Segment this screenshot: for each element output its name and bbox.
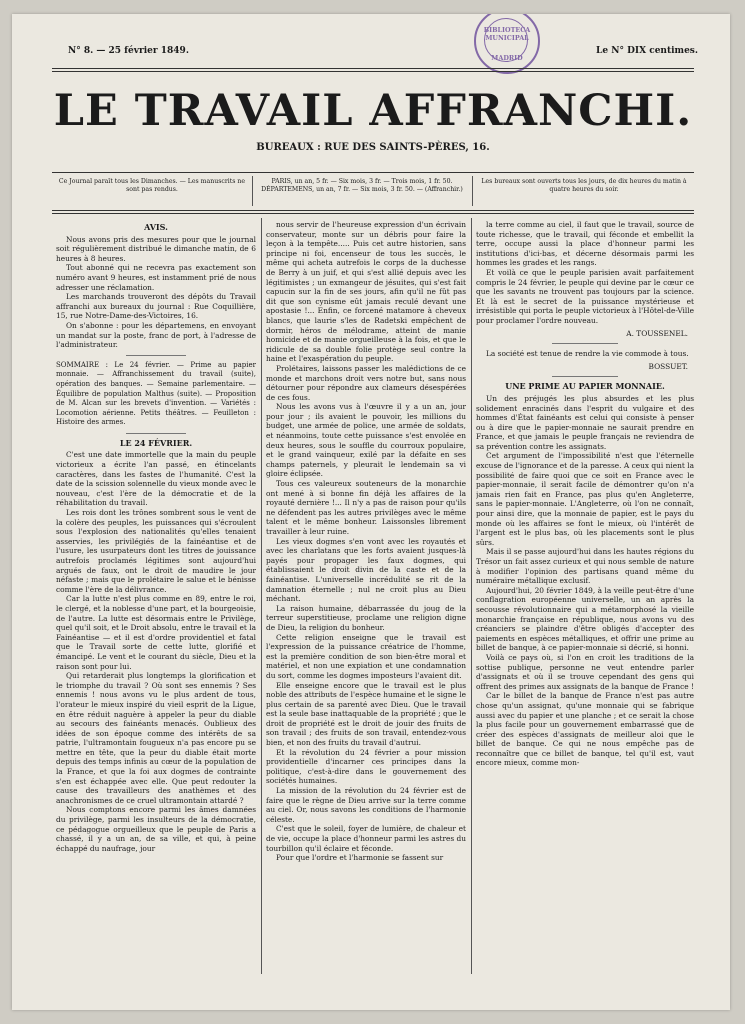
article-paragraph: la terre comme au ciel, il faut que le travail, source de toute richesse, que le travail, qui féconde et embellit la terre, occupe aussi la place d'honneur parmi les institutions d'ici-bas, et décerne désormais parmi les hommes les grades et les rangs. (476, 220, 694, 268)
article-paragraph: La raison humaine, débarrassée du joug de la terreur superstitieuse, proclame une religion digne de Dieu, la religion du bonheur. (266, 603, 466, 632)
info-rule-2 (52, 213, 694, 214)
article-paragraph: Qui retarderait plus longtemps la glorification et le triomphe du travail ? Où sont ses ennemis ? Ses ennemis ! nous avons vu le plus ardent de tous, l'orateur le mieux inspiré du vieil esprit de la Ligue, en être réduit naguère à appeler la peur du diable au secours des fainéants menacés. Oublieux des idées de son époque comme des intérêts de sa patrie, l'ultramontain fougueux n'a pas encore pu se mettre en tête, que la peur du diable était morte depuis des temps infinis au cœur de la population de la France, et que la foi aux dogmes de contrainte s'en est échappée avec elle. Que peut redouter la cause des travailleurs des anathèmes et des anachronismes de ce cruel ultramontain attardé ? (56, 671, 256, 805)
article-paragraph: Pour que l'ordre et l'harmonie se fassent sur (276, 853, 444, 863)
avis-paragraph: Nous avons pris des mesures pour que le journal soit régulièrement distribué le dimanche matin, de 6 heures à 8 heures. (56, 234, 256, 263)
info-subscription: PARIS, un an, 5 fr. — Six mois, 3 fr. — Trois mois, 1 fr. 50. DÉPARTEMENS, un an, 7 fr. — Six mois, 3 fr. 50. — (Affranchir.) (261, 178, 463, 193)
article-paragraph: Elle enseigne encore que le travail est le plus noble des attributs de l'espèce humaine et le signe le plus certain de sa parenté avec Dieu. Que le travail est la seule base inattaquable de la propriété ; que le droit de propriété est le droit de jouir des fruits de son travail ; des fruits de son travail, entendez-vous bien, et non des fruits du travail d'autrui. (266, 680, 466, 748)
newspaper-page (12, 14, 730, 1010)
article-paragraph: Aujourd'hui, 20 février 1849, à la veille peut-être d'une conflagration européenne universelle, un an après la secousse révolutionnaire qui a métamorphosé la vieille monarchie française en république, nous avons vu des créanciers se plaindre d'être obligés d'accepter des paiements en espèces métalliques, et offrir une prime au billet de banque, à ce papier-monnaie si décrié, si honni. (476, 585, 694, 653)
issue-header (68, 46, 698, 60)
column-rule (471, 218, 472, 974)
avis-paragraph: On s'abonne : pour les départemens, en envoyant un mandat sur la poste, franc de port, à l'adresse de l'administrateur. (56, 320, 256, 350)
stamp-text-bottom: MADRID (491, 54, 523, 62)
article-paragraph: Et voilà ce que le peuple parisien avait parfaitement compris le 24 février, le peuple qui devine par le cœur ce que les savants ne trouvent pas toujours par la science. Et là est le secret de la puissance mystérieuse et irrésistible qui porta le peuple victorieux à l'Hôtel-de-Ville pour proclamer l'ordre nouveau. (476, 267, 694, 325)
section-divider (126, 355, 186, 356)
article-paragraph: Cet argument de l'impossibilité n'est que l'éternelle excuse de l'ignorance et de la paresse. A ceux qui nient la possibilité de faire quoi que ce soit en France avec le papier-monnaie, il serait facile de démontrer qu'on n'a jamais rien fait en France, pas plus qu'en Angleterre, sans le papier-monnaie. L'Angleterre, où l'on ne connaît, pour ainsi dire, que la monnaie de papier, est le pays du monde où les affaires se font le mieux, où l'intérêt de l'argent est le plus bas, où les placements sont le plus sûrs. (476, 451, 694, 547)
issue-price: Le N° DIX centimes. (596, 46, 698, 56)
avis-paragraph: Les marchands trouveront des dépôts du Travail affranchi aux bureaux du journal : Rue Coquillière, 15, rue Notre-Dame-des-Victoires, 16. (56, 292, 256, 321)
issue-number-date: N° 8. — 25 février 1849. (68, 46, 189, 56)
column-1 (56, 220, 256, 980)
article-paragraph: La mission de la révolution du 24 février est de faire que le règne de Dieu arrive sur la terre comme au ciel. Or, nous savons les conditions de l'harmonie céleste. (266, 786, 466, 824)
masthead-title: LE TRAVAIL AFFRANCHI. (53, 86, 693, 136)
section-divider (552, 376, 617, 377)
article-paragraph: C'est une date immortelle que la main du peuple victorieux a écrite l'an passé, en étincelants caractères, dans les fastes de l'humanité. C'est la date de la scission solennelle du vieux monde avec le nouveau, c'est l'ère de la démocratie et de la réhabilitation du travail. (56, 450, 256, 508)
masthead-address: BUREAUX : RUE DES SAINTS-PÈRES, 16. (256, 142, 490, 153)
info-separator (252, 176, 253, 206)
article-paragraph: Et la révolution du 24 février a pour mission providentielle d'incarner ces principes dans la politique, c'est-à-dire dans le gouvernement des sociétés humaines. (266, 747, 466, 786)
signature-bossuet: BOSSUET. (648, 361, 688, 371)
info-office-hours: Les bureaux sont ouverts tous les jours, de dix heures du matin à quatre heures du soir. (481, 178, 687, 193)
column-rule (261, 218, 262, 974)
info-rule (52, 210, 694, 211)
article-paragraph: nous servir de l'heureuse expression d'un écrivain conservateur, monte sur un débris pour faire la leçon à la tempête..... Puis cet autre historien, sans principe ni foi, encenseur de tous les succès, le même qui acheta autrefois le corps de la duchesse de Berry à un juif, et qui s'est allié depuis avec les légitimistes ; un exmangeur de jésuites, qui s'est fait capucin sur la fin de ses jours, afin qu'il ne fût pas dit que son cynisme eût jamais reculé devant une apostasie !... Enfin, ce forcené matamore à cheveux blancs, que laurie s'les de Radetski empêchent de dormir, héros de mélodrame, atteint de manie homicide et de manie orgueilleuse à la fois, et que le ridicule de sa double folie protège seul contre la haine et l'exaspération du peuple. (266, 220, 466, 364)
sommaire: SOMMAIRE : Le 24 février. — Prime au papier monnaie. — Affranchissement du travail (suite), opération des banques. — Semaine parlementaire. — Équilibre de population Malthus (suite). — Proposition de M. Alcan sur les brevets d'invention. — Variétés : Locomotion aérienne. Petits théâtres. — Feuilleton : Histoire des armes. (56, 360, 256, 427)
info-separator (472, 176, 473, 206)
avis-paragraph: Tout abonné qui ne recevra pas exactement son numéro avant 9 heures, est instamment prié de nous adresser une réclamation. (56, 263, 256, 292)
article-paragraph: Les vieux dogmes s'en vont avec les royautés et avec les charlatans que les forts avaient jusques-là payés pour propager les faux dogmes, qui établissaient le droit divin de la caste et de la fainéantise. L'universelle incrédulité se rit de la damnation éternelle ; nul ne croit plus au Dieu méchant. (266, 536, 466, 604)
column-2 (266, 220, 466, 980)
header-rule-2 (52, 71, 694, 72)
stamp-text-top: BIBLIOTECA MUNICIPAL (483, 26, 531, 42)
column-3 (476, 220, 694, 980)
library-stamp (474, 14, 540, 74)
article-paragraph: Car le billet de la banque de France n'est pas autre chose qu'un assignat, qu'une monnaie qui se fabrique aussi avec du papier et une planche ; et ce serait la chose la plus facile pour un gouvernement embarrassé que de créer des espèces d'assignats de meilleur aloi que le billet de banque. Ce qui ne nous empêche pas de reconnaître que ce billet de banque, tel qu'il est, vaut encore mieux, comme mon- (476, 691, 694, 768)
section-divider (552, 343, 617, 344)
article-paragraph: Prolétaires, laissons passer les malédictions de ce monde et marchons droit vers notre but, sans nous détourner pour répondre aux clameurs désespérées de ces fous. (266, 363, 466, 402)
masthead-rule (52, 172, 694, 173)
article-paragraph: Un des préjugés les plus absurdes et les plus solidement enracinés dans l'esprit du vulgaire et des hommes d'État fainéants est celui qui consiste à penser ou à dire que le papier-monnaie ne saurait prendre en France, et que jamais le peuple français ne reviendra de sa prévention contre les assignats. (476, 393, 694, 451)
info-publication: Ce Journal paraît tous les Dimanches. — Les manuscrits ne sont pas rendus. (58, 178, 246, 193)
article-paragraph: Voilà ce pays où, si l'on en croit les traditions de la sottise publique, personne ne veut entendre parler d'assignats et où il se trouve cependant des gens qui offrent des primes aux assignats de la banque de France ! (476, 652, 694, 691)
article-paragraph: Nous les avons vus à l'œuvre il y a un an, jour pour jour ; ils avaient le pouvoir, les millions du budget, une armée de police, une armée de soldats, et néanmoins, toute cette puissance s'est envolée en deux heures, sous le souffle du courroux populaire, et le grand vainqueur, exilé par la défaite en ses champs paternels, y pleurait le lendemain sa vi gloire éclipsée. (266, 402, 466, 479)
quote-note: La société est tenue de rendre la vie commode à tous. (486, 349, 689, 359)
article-paragraph: Mais il se passe aujourd'hui dans les hautes régions du Trésor un fait assez curieux et qui nous semble de nature à modifier l'opinion des partisans quand même du numéraire métallique exclusif. (476, 547, 694, 586)
signature-toussenel: A. TOUSSENEL. (626, 328, 688, 338)
article-paragraph: Car la lutte n'est plus comme en 89, entre le roi, le clergé, et la noblesse d'une part, et la bourgeoisie, de l'autre. La lutte est désormais entre le Privilège, quel qu'il soit, et le Droit absolu, entre le travail et la Fainéantise — et il est d'ordre providentiel et fatal que le Travail sorte de cette lutte, glorifié et émancipé. Le vent et le courant du siècle, Dieu et la raison sont pour lui. (56, 594, 256, 671)
article-title-24-fevrier: LE 24 FÉVRIER. (119, 437, 193, 448)
header-rule (52, 68, 694, 69)
article-paragraph: C'est que le soleil, foyer de lumière, de chaleur et de vie, occupe la place d'honneur parmi les astres du tourbillon qu'il éclaire et féconde. (266, 824, 466, 853)
article-paragraph: Tous ces valeureux souteneurs de la monarchie ont mené à si bonne fin déjà les affaires de la royauté dernière !... Il n'y a pas de raison pour qu'ils ne défendent pas les autres privilèges avec le même talent et le même bonheur. Laissonsles librement travailler à leur ruine. (266, 479, 466, 536)
article-title-prime: UNE PRIME AU PAPIER MONNAIE. (505, 381, 665, 392)
article-paragraph: Cette religion enseigne que le travail est l'expression de la puissance créatrice de l'homme, est la première condition de son bien-être moral et matériel, et non une expiation et une condamnation du sort, comme les dogmes imposteurs l'avaient dit. (266, 632, 466, 680)
article-paragraph: Les rois dont les trônes sombrent sous le vent de la colère des peuples, les puissances qui s'écroulent sous l'explosion des nationalités qu'elles tenaient asservies, les privilégiés de la fainéantise et de l'usure, les usurpateurs dont les titres de jouissance autrefois proclamés légitimes sont aujourd'hui argués de faux, ont le droit de maudire le jour néfaste ; mais que le prolétaire le salue et le bénisse comme l'ère de la délivrance. (56, 508, 256, 594)
article-paragraph: Nous comptons encore parmi les âmes damnées du privilège, parmi les insulteurs de la démocratie, ce pédagogue orgueilleux que le peuple de Paris a chassé, il y a un an, de sa ville, et qui, à peine échappé du naufrage, jour (56, 805, 256, 853)
section-divider (126, 433, 186, 434)
avis-heading: AVIS. (144, 222, 168, 232)
